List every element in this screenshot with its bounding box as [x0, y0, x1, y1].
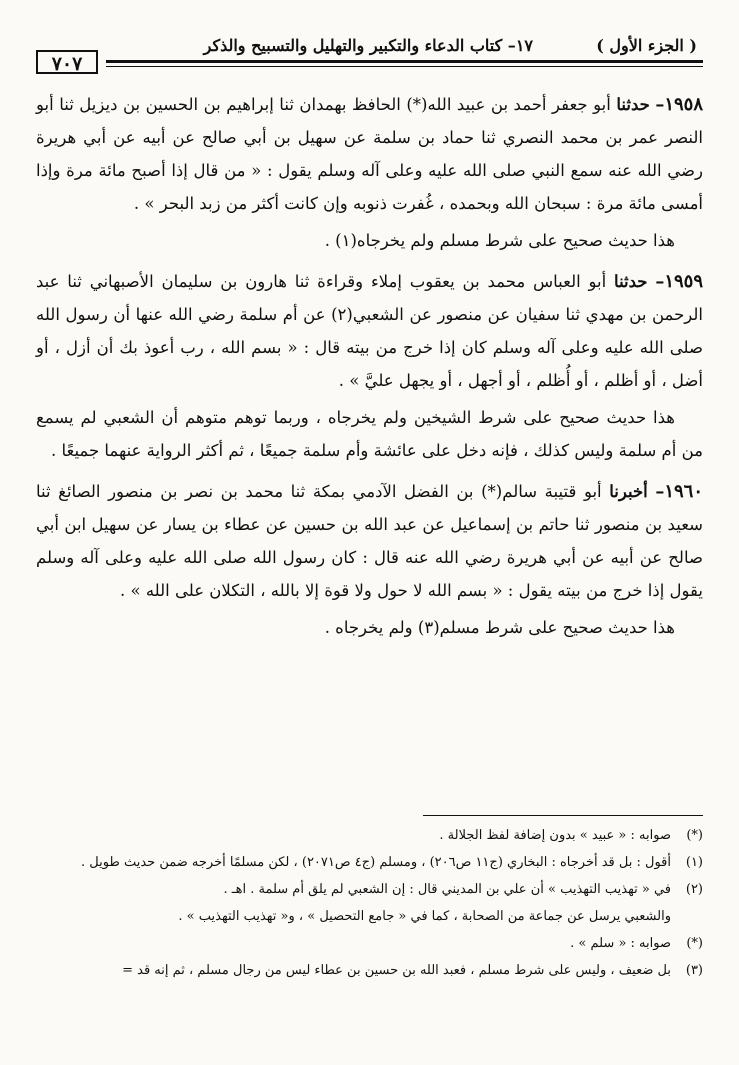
footnote-mark: (*) — [686, 936, 703, 951]
page-number: ٧٠٧ — [36, 50, 98, 74]
hadith-entry — [36, 475, 703, 607]
hadith-entry — [36, 265, 703, 397]
chapter-title: ١٧– كتاب الدعاء والتكبير والتهليل والتسبيح والذكر — [203, 36, 533, 55]
footnote — [36, 849, 703, 876]
page-body — [36, 88, 703, 652]
footnote-mark: (٢) — [685, 882, 703, 897]
header-rule-thick — [106, 60, 703, 63]
hadith-verdict: هذا حديث صحيح على شرط مسلم(٣) ولم يخرجاه . — [324, 618, 675, 637]
footnote-mark: (١) — [685, 855, 703, 870]
hadith-text: أبو قتيبة سالم(*) بن الفضل الآدمي بمكة ثنا محمد بن نصر بن منصور الصائغ ثنا سعيد بن منصور ثنا حاتم بن إسماعيل عن عبد الله بن حسين عن عطاء بن يسار عن سهيل ابن أبي صالح عن أبيه عن أبي هريرة رضي الله عنه قال : كان رسول الله صلى الله عليه وعلى آله وسلم يقول إذا خرج من بيته يقول : « بسم الله لا حول ولا قوة إلا بالله ، التكلان على الله » . — [36, 482, 703, 600]
hadith-verdict: هذا حديث صحيح على شرط مسلم ولم يخرجاه(١) . — [324, 231, 675, 250]
hadith-text: أبو العباس محمد بن يعقوب إملاء وقراءة ثنا هارون بن سليمان الأصبهاني ثنا عبد الرحمن بن مهدي ثنا سفيان عن منصور عن الشعبي(٢) عن أم سلمة رضي الله عنها أن رسول الله صلى الله عليه وعلى آله وسلم كان إذا خرج من بيته قال : « بسم الله ، رب أعوذ بك أن أزل ، أو أضل ، أو أظلم ، أو أُظلم ، أو أجهل ، أو يجهل عليَّ » . — [36, 272, 703, 390]
footnote-mark: (٣) — [685, 963, 703, 978]
hadith-entry — [36, 88, 703, 220]
narration-keyword: حدثنا — [614, 272, 648, 291]
volume-label: ( الجزء الأول ) — [596, 36, 697, 55]
footnote — [36, 930, 703, 957]
narration-keyword: حدثنا — [616, 95, 650, 114]
footnote — [36, 822, 703, 849]
footnote — [36, 957, 703, 984]
footnote-text: بل ضعيف ، وليس على شرط مسلم ، فعبد الله بن حسين بن عطاء ليس من رجال مسلم ، ثم إنه قد = — [122, 963, 671, 978]
footnote-separator — [423, 815, 703, 816]
footnote-text: أقول : بل قد أخرجاه : البخاري (ج١١ ص٢٠٦) ، ومسلم (ج٤ ص٢٠٧١) ، لكن مسلمًا أخرجه ضمن حديث طويل . — [81, 855, 671, 870]
hadith-verdict: هذا حديث صحيح على شرط الشيخين ولم يخرجاه ، وربما توهم متوهم أن الشعبي لم يسمع من أم سلمة وليس كذلك ، فإنه دخل على عائشة وأم سلمة جميعًا ، ثم أكثر الرواية عنهما جميعًا . — [36, 408, 703, 460]
hadith-number: ١٩٥٩– — [655, 271, 703, 292]
footnote — [36, 876, 703, 903]
footnote-mark: (*) — [686, 828, 703, 843]
footnote-text: صوابه : « عبيد » بدون إضافة لفظ الجلالة . — [439, 828, 671, 843]
hadith-text: أبو جعفر أحمد بن عبيد الله(*) الحافظ بهمدان ثنا إبراهيم بن الحسين بن ديزيل ثنا أبو النصر عمر بن محمد النصري ثنا حماد بن سلمة عن سهيل بن أبي صالح عن أبيه عن أبي هريرة رضي الله عنه سمع النبي صلى الله عليه وعلى آله وسلم يقول : « من قال إذا أصبح مائة مرة وإذا أمسى مائة مرة : سبحان الله وبحمده ، غُفرت ذنوبه وإن كانت أكثر من زبد البحر » . — [36, 95, 703, 213]
footnote-text: في « تهذيب التهذيب » أن علي بن المديني قال : إن الشعبي لم يلق أم سلمة . اهـ . — [223, 882, 671, 897]
footnote-text: صوابه : « سلم » . — [570, 936, 671, 951]
header-rule-thin — [106, 66, 703, 67]
footnote-continuation: والشعبي يرسل عن جماعة من الصحابة ، كما في « جامع التحصيل » ، و« تهذيب التهذيب » . — [178, 909, 671, 924]
hadith-number: ١٩٦٠– — [655, 481, 704, 502]
narration-keyword: أخبرنا — [609, 482, 648, 501]
footnotes — [36, 822, 703, 984]
running-header — [36, 30, 703, 75]
hadith-number: ١٩٥٨– — [655, 94, 704, 115]
